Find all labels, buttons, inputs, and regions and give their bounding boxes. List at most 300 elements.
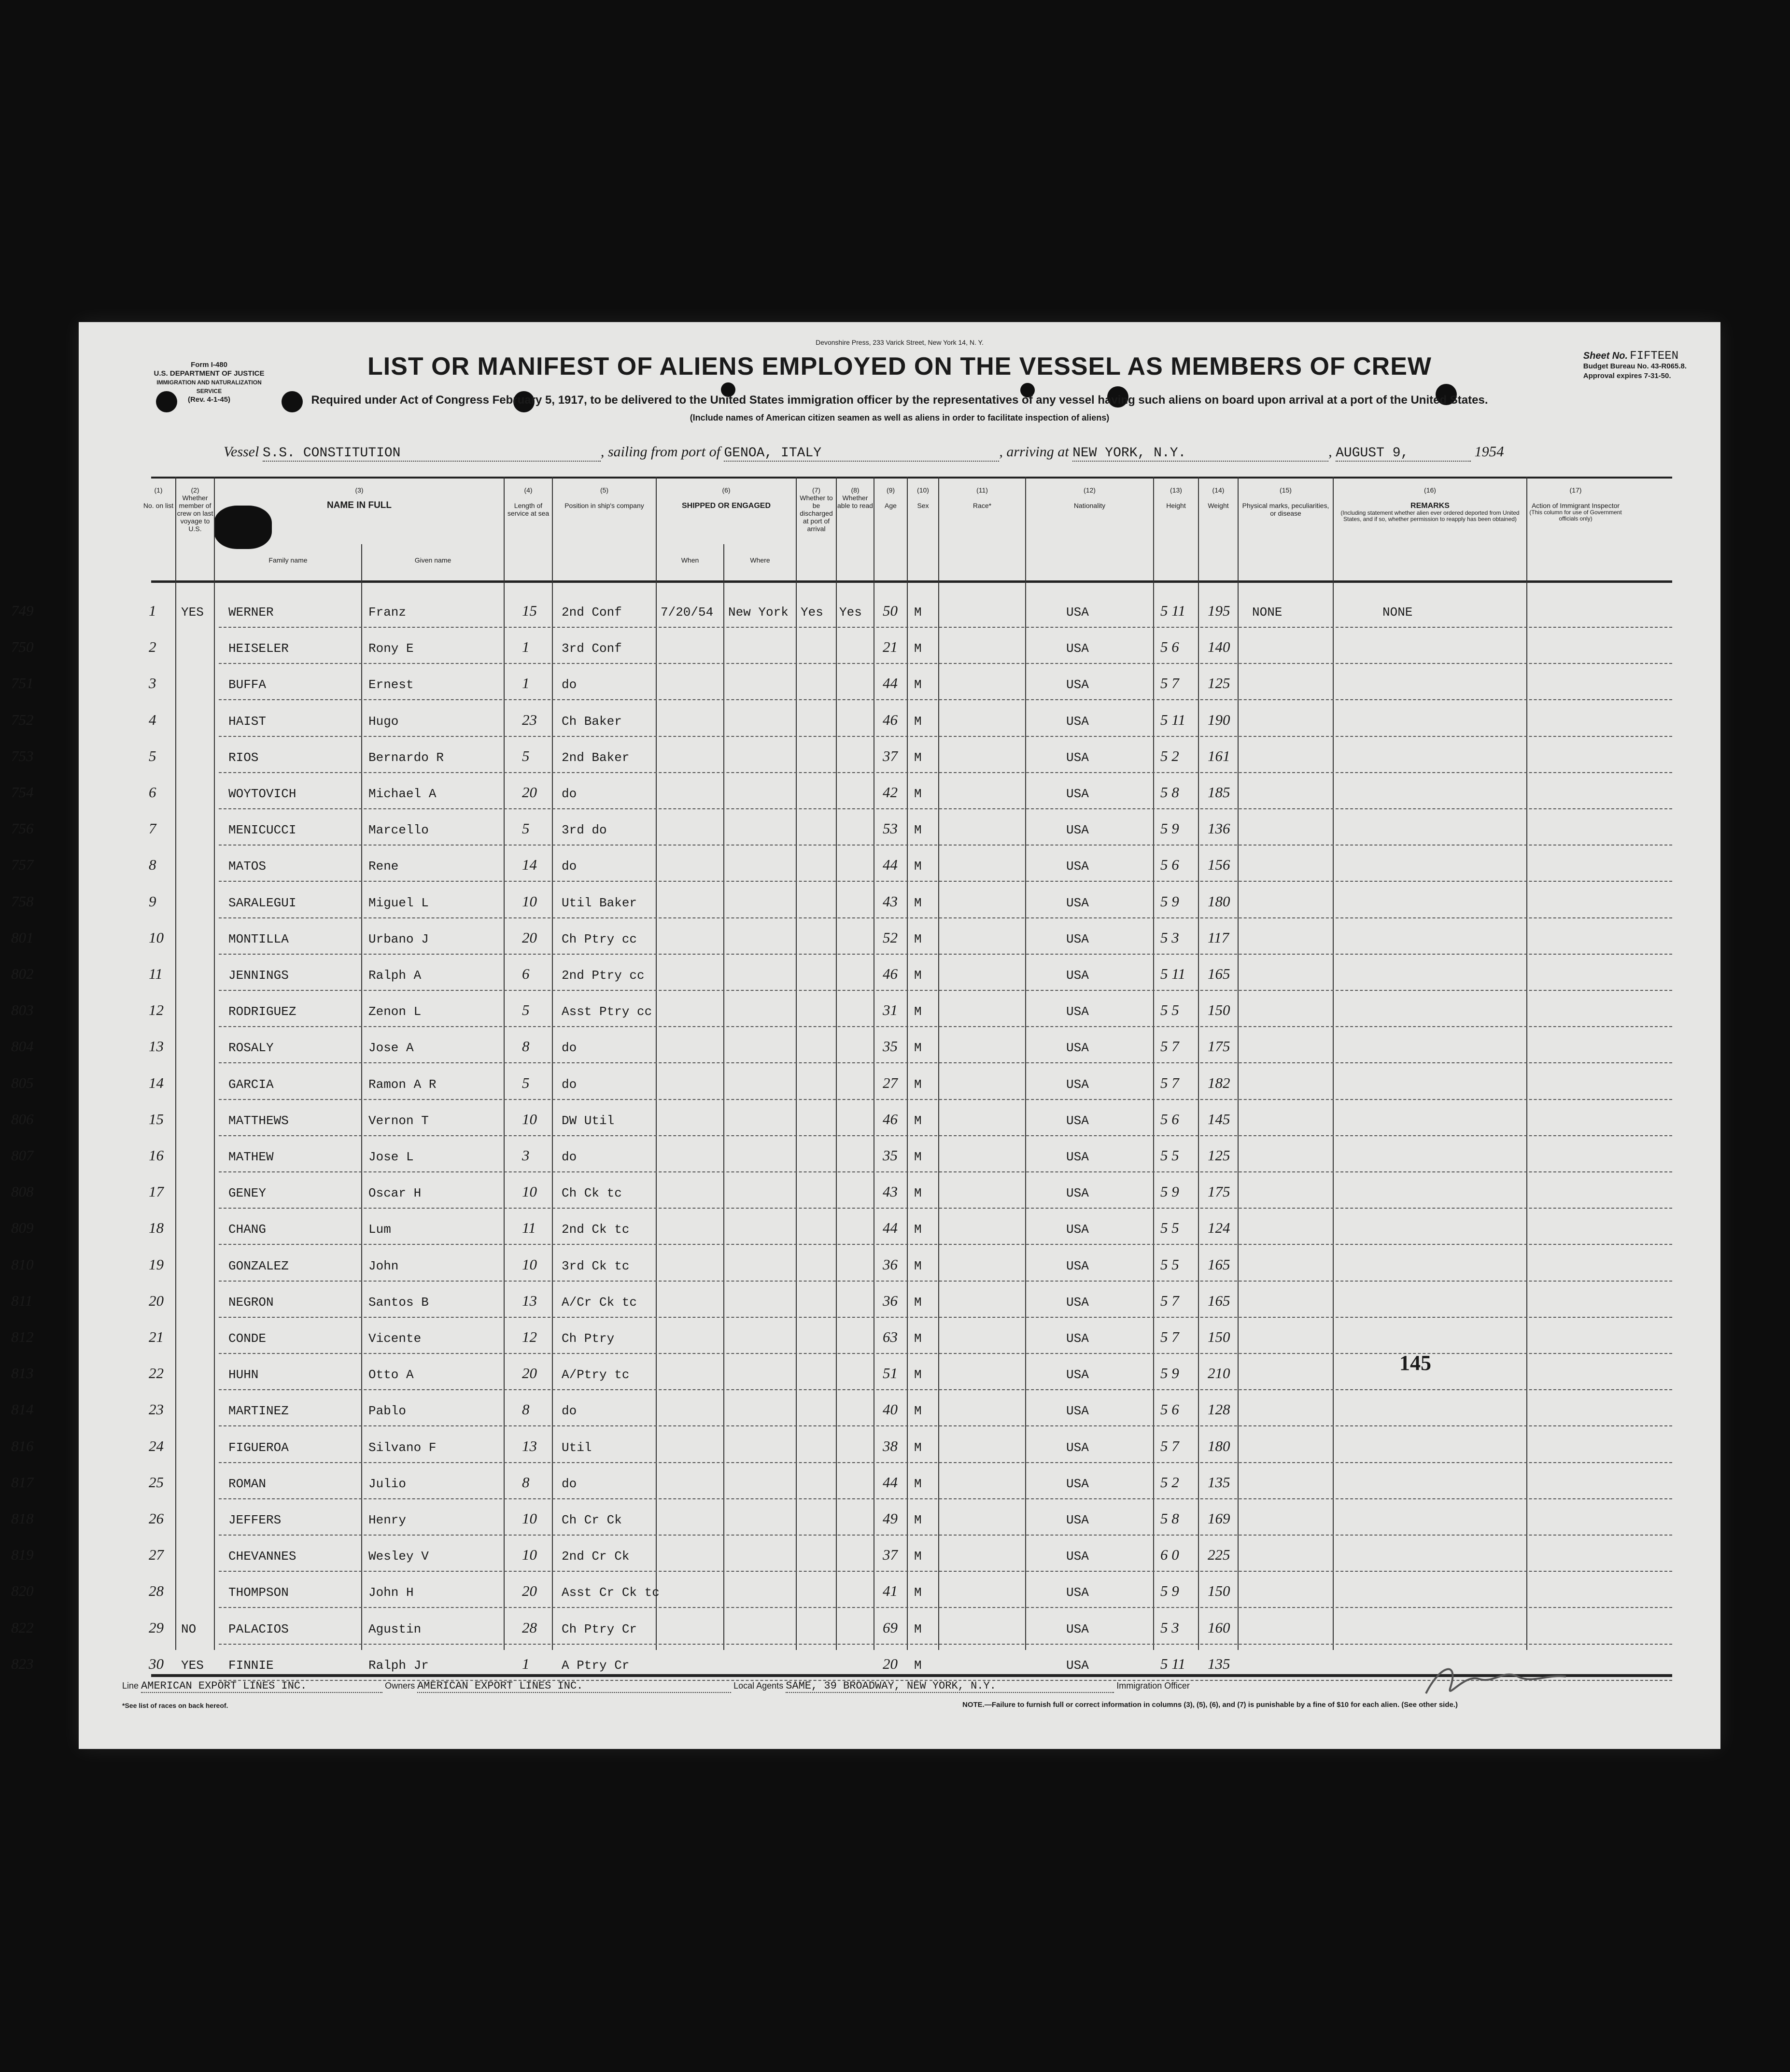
cell-no: 5: [149, 747, 156, 764]
cell-nat: USA: [1066, 677, 1089, 692]
table-row: [11, 1318, 1720, 1354]
date-value: AUGUST 9,: [1336, 446, 1471, 462]
cell-service: 10: [522, 1183, 537, 1200]
cell-nat: USA: [1066, 895, 1089, 910]
footer-line: [122, 1680, 1190, 1693]
cell-no: 13: [149, 1038, 164, 1055]
table-row: [11, 592, 1720, 628]
cell-sex: M: [914, 1258, 922, 1273]
cell-service: 15: [522, 602, 537, 619]
cell-position: DW Util: [562, 1113, 615, 1128]
cell-weight: 125: [1208, 1147, 1230, 1164]
cell-sex: M: [914, 1077, 922, 1092]
cell-family: SARALEGUI: [228, 895, 296, 910]
cell-height: 5 9: [1160, 1582, 1179, 1600]
cell-given: John: [368, 1258, 399, 1273]
cell-no: 30: [149, 1655, 164, 1672]
form-number: Form I-480: [191, 361, 227, 369]
cell-no: 4: [149, 711, 156, 728]
cell-sex: M: [914, 968, 922, 983]
cell-nat: USA: [1066, 1258, 1089, 1273]
cell-height: 5 11: [1160, 1655, 1185, 1672]
cell-weight: 136: [1208, 820, 1230, 837]
cell-ref: 817: [11, 1473, 34, 1491]
cell-height: 5 9: [1160, 820, 1179, 837]
cell-position: do: [562, 1476, 577, 1491]
cell-family: RODRIGUEZ: [228, 1004, 296, 1019]
line-value: AMERICAN EXPORT LINES INC.: [141, 1680, 382, 1693]
col-label: SHIPPED OR ENGAGED: [681, 502, 771, 510]
sheet-value: FIFTEEN: [1630, 350, 1679, 363]
cell-service: 8: [522, 1038, 530, 1055]
col-3-header: [215, 486, 504, 509]
col-14-header: [1199, 486, 1238, 509]
table-row: [11, 955, 1720, 991]
cell-given: John H: [368, 1585, 414, 1600]
cell-position: Asst Cr Ck tc: [562, 1585, 660, 1600]
col-6a-header: When: [681, 556, 699, 564]
cell-position: Asst Ptry cc: [562, 1004, 652, 1019]
cell-no: 15: [149, 1110, 164, 1128]
col-label: Sex: [917, 502, 929, 509]
cell-given: Ramon A R: [368, 1077, 437, 1092]
cell-no: 20: [149, 1292, 164, 1309]
col-8-header: [837, 486, 874, 509]
cell-height: 5 6: [1160, 1401, 1179, 1418]
col-num: (1): [154, 486, 163, 494]
cell-age: 50: [883, 602, 898, 619]
cell-weight: 195: [1208, 602, 1230, 619]
cell-position: 3rd Ck tc: [562, 1258, 630, 1273]
cell-no: 19: [149, 1255, 164, 1273]
cell-height: 5 11: [1160, 965, 1185, 982]
cell-family: BUFFA: [228, 677, 267, 692]
cell-weight: 165: [1208, 1292, 1230, 1309]
subtitle: Required under Act of Congress February 5, 1917, to be delivered to the United States immigration officer by the representatives of any vessel having such aliens on board upon arrival at a port of the United States.: [311, 394, 1488, 407]
cell-no: 11: [149, 965, 163, 982]
cell-age: 46: [883, 711, 898, 728]
col-num: (3): [355, 486, 364, 494]
table-row: [11, 1427, 1720, 1463]
printer-line: Devonshire Press, 233 Varick Street, New York 14, N. Y.: [816, 338, 984, 346]
table-row: [11, 1499, 1720, 1536]
table-row: [11, 809, 1720, 846]
cell-given: Michael A: [368, 787, 437, 801]
cell-weight: 128: [1208, 1401, 1230, 1418]
cell-service: 28: [522, 1619, 537, 1636]
cell-service: 5: [522, 1074, 530, 1091]
include-note: (Include names of American citizen seamen as well as aliens in order to facilitate inspection of aliens): [690, 413, 1110, 423]
col-4-header: [505, 486, 552, 517]
cell-height: 5 5: [1160, 1001, 1179, 1019]
cell-service: 8: [522, 1473, 530, 1491]
cell-height: 5 11: [1160, 711, 1185, 728]
cell-prev: YES: [181, 1658, 204, 1673]
cell-given: Vicente: [368, 1331, 422, 1346]
cell-no: 28: [149, 1582, 164, 1600]
cell-ref: 750: [11, 638, 34, 656]
cell-ref: 749: [11, 602, 34, 619]
cell-weight: 180: [1208, 1437, 1230, 1454]
cell-height: 5 5: [1160, 1219, 1179, 1237]
header-rule-bottom: [151, 580, 1672, 583]
col-2-header: [176, 486, 214, 533]
cell-nat: USA: [1066, 1585, 1089, 1600]
cell-service: 20: [522, 929, 537, 946]
cell-ref: 820: [11, 1582, 34, 1600]
agents-label: Local Agents: [733, 1681, 784, 1691]
col-num: (13): [1170, 486, 1182, 494]
cell-sex: M: [914, 1113, 922, 1128]
cell-family: GONZALEZ: [228, 1258, 289, 1273]
cell-service: 5: [522, 747, 530, 764]
cell-ref: 809: [11, 1219, 34, 1237]
cell-sex: M: [914, 1621, 922, 1636]
cell-service: 13: [522, 1292, 537, 1309]
cell-nat: USA: [1066, 1476, 1089, 1491]
cell-family: GARCIA: [228, 1077, 274, 1092]
cell-weight: 165: [1208, 965, 1230, 982]
cell-service: 20: [522, 1582, 537, 1600]
col-label: Weight: [1208, 502, 1229, 509]
races-note: *See list of races on back hereof.: [122, 1702, 228, 1709]
table-row: [11, 628, 1720, 664]
cell-no: 7: [149, 820, 156, 837]
cell-age: 53: [883, 820, 898, 837]
cell-sex: M: [914, 641, 922, 656]
cell-family: MONTILLA: [228, 931, 289, 946]
cell-remarks: NONE: [1382, 605, 1413, 620]
penalty-note: NOTE.—Failure to furnish full or correct information in columns (3), (5), (6), and (7) is punishable by a fine of $10 for each alien. (See other side.): [962, 1701, 1458, 1709]
cell-weight: 225: [1208, 1546, 1230, 1564]
cell-position: Ch Ptry cc: [562, 931, 637, 946]
col-6b-header: Where: [750, 556, 770, 564]
cell-sex: M: [914, 1004, 922, 1019]
cell-sex: M: [914, 1440, 922, 1455]
col-label: Physical marks, peculiarities, or disease: [1242, 502, 1329, 517]
cell-weight: 175: [1208, 1038, 1230, 1055]
cell-given: Miguel L: [368, 895, 429, 910]
cell-family: FINNIE: [228, 1658, 274, 1673]
table-row: [11, 1172, 1720, 1209]
col-17-header: [1527, 486, 1624, 522]
budget-number: Budget Bureau No. 43-R065.8.: [1583, 362, 1687, 370]
cell-service: 10: [522, 892, 537, 910]
cell-sex: M: [914, 1041, 922, 1056]
cell-position: do: [562, 859, 577, 874]
cell-age: 43: [883, 892, 898, 910]
cell-height: 5 9: [1160, 892, 1179, 910]
cell-weight: 135: [1208, 1473, 1230, 1491]
cell-height: 5 7: [1160, 675, 1179, 692]
vessel-value: S.S. CONSTITUTION: [263, 446, 601, 462]
col-3a-header: Family name: [268, 556, 308, 564]
cell-position: A/Cr Ck tc: [562, 1295, 637, 1310]
table-row: [11, 1572, 1720, 1608]
officer-label: Immigration Officer: [1116, 1681, 1190, 1691]
cell-age: 43: [883, 1183, 898, 1200]
col-6-header: [657, 486, 796, 510]
cell-sex: M: [914, 1585, 922, 1600]
cell-no: 26: [149, 1510, 164, 1527]
cell-family: JENNINGS: [228, 968, 289, 983]
cell-given: Otto A: [368, 1367, 414, 1382]
owners-label: Owners: [385, 1681, 415, 1691]
cell-weight: 145: [1208, 1110, 1230, 1128]
cell-ref: 818: [11, 1510, 34, 1527]
table-row: [11, 1608, 1720, 1645]
cell-service: 13: [522, 1437, 537, 1454]
table-row: [11, 1100, 1720, 1136]
vessel-label: Vessel: [224, 444, 259, 460]
cell-position: 3rd do: [562, 823, 607, 838]
ink-blot: [214, 506, 272, 549]
cell-family: MENICUCCI: [228, 823, 296, 838]
col-13-header: [1154, 486, 1198, 509]
cell-sex: M: [914, 1549, 922, 1564]
table-row: [11, 846, 1720, 882]
cell-position: 2nd Conf: [562, 605, 622, 620]
cell-read: Yes: [839, 605, 862, 620]
cell-position: Ch Ptry Cr: [562, 1621, 637, 1636]
cell-service: 10: [522, 1255, 537, 1273]
cell-weight: 125: [1208, 675, 1230, 692]
col-11-header: [939, 486, 1025, 509]
cell-family: ROMAN: [228, 1476, 267, 1491]
cell-given: Urbano J: [368, 931, 429, 946]
cell-ref: 753: [11, 747, 34, 764]
table-row: [11, 918, 1720, 955]
department: U.S. DEPARTMENT OF JUSTICE: [154, 369, 265, 378]
cell-age: 31: [883, 1001, 898, 1019]
cell-position: do: [562, 1041, 577, 1056]
cell-weight: 175: [1208, 1183, 1230, 1200]
cell-height: 5 3: [1160, 929, 1179, 946]
cell-sex: M: [914, 931, 922, 946]
cell-age: 63: [883, 1328, 898, 1345]
cell-family: GENEY: [228, 1186, 267, 1201]
cell-marks: NONE: [1252, 605, 1283, 620]
table-row: [11, 1245, 1720, 1282]
table-row: [11, 1536, 1720, 1572]
cell-service: 3: [522, 1147, 530, 1164]
sailing-label: , sailing from port of: [600, 444, 720, 460]
cell-no: 16: [149, 1147, 164, 1164]
cell-age: 44: [883, 1473, 898, 1491]
cell-family: NEGRON: [228, 1295, 274, 1310]
cell-height: 5 2: [1160, 1473, 1179, 1491]
col-num: (2): [191, 486, 199, 494]
table-row: [11, 1136, 1720, 1172]
cell-weight: 210: [1208, 1365, 1230, 1382]
cell-position: Util: [562, 1440, 592, 1455]
officer-signature: [1421, 1655, 1590, 1708]
cell-position: A/Ptry tc: [562, 1367, 630, 1382]
cell-given: Julio: [368, 1476, 407, 1491]
line-label: Line: [122, 1681, 139, 1691]
cell-weight: 161: [1208, 747, 1230, 764]
cell-position: Ch Cr Ck: [562, 1513, 622, 1527]
col-num: (14): [1212, 486, 1225, 494]
cell-no: 27: [149, 1546, 164, 1564]
cell-weight: 169: [1208, 1510, 1230, 1527]
col-label: Length of service at sea: [507, 502, 550, 517]
col-1-header: [141, 486, 175, 509]
cell-family: MATHEW: [228, 1150, 274, 1164]
cell-service: 20: [522, 784, 537, 801]
cell-ref: 803: [11, 1001, 34, 1019]
cell-position: 2nd Cr Ck: [562, 1549, 630, 1564]
cell-service: 10: [522, 1510, 537, 1527]
cell-ref: 808: [11, 1183, 34, 1200]
col-label: Whether to be discharged at port of arrival: [800, 494, 833, 533]
col-sublabel: (This column for use of Government officials only): [1529, 509, 1622, 522]
cell-service: 23: [522, 711, 537, 728]
arriving-value: NEW YORK, N.Y.: [1072, 446, 1328, 462]
cell-height: 5 9: [1160, 1183, 1179, 1200]
cell-given: Pablo: [368, 1404, 407, 1419]
cell-height: 5 6: [1160, 1110, 1179, 1128]
cell-given: Lum: [368, 1222, 391, 1237]
cell-age: 38: [883, 1437, 898, 1454]
cell-nat: USA: [1066, 641, 1089, 656]
cell-where: New York: [728, 605, 789, 620]
cell-prev: NO: [181, 1621, 197, 1636]
cell-age: 27: [883, 1074, 898, 1091]
col-num: (16): [1424, 486, 1436, 494]
cell-weight: 150: [1208, 1001, 1230, 1019]
col-label: Whether able to read: [837, 494, 873, 509]
col-num: (10): [917, 486, 929, 494]
cell-weight: 160: [1208, 1619, 1230, 1636]
cell-nat: USA: [1066, 1513, 1089, 1527]
table-row: [11, 737, 1720, 773]
cell-nat: USA: [1066, 787, 1089, 801]
cell-ref: 752: [11, 711, 34, 728]
cell-position: Ch Ck tc: [562, 1186, 622, 1201]
cell-ref: 814: [11, 1401, 34, 1418]
cell-position: Ch Baker: [562, 714, 622, 729]
cell-family: PALACIOS: [228, 1621, 289, 1636]
cell-nat: USA: [1066, 1004, 1089, 1019]
table-row: [11, 664, 1720, 700]
cell-given: Vernon T: [368, 1113, 429, 1128]
cell-service: 20: [522, 1365, 537, 1382]
cell-nat: USA: [1066, 968, 1089, 983]
cell-nat: USA: [1066, 1222, 1089, 1237]
cell-height: 5 6: [1160, 638, 1179, 656]
cell-given: Jose A: [368, 1041, 414, 1056]
table-row: [11, 1209, 1720, 1245]
year-value: 54: [1489, 443, 1504, 460]
cell-position: do: [562, 677, 577, 692]
agents-value: SAME, 39 BROADWAY, NEW YORK, N.Y.: [786, 1680, 1114, 1693]
col-5-header: [553, 486, 656, 509]
cell-position: A Ptry Cr: [562, 1658, 630, 1673]
cell-ref: 807: [11, 1147, 34, 1164]
cell-given: Zenon L: [368, 1004, 422, 1019]
cell-weight: 180: [1208, 892, 1230, 910]
cell-no: 22: [149, 1365, 164, 1382]
cell-sex: M: [914, 1222, 922, 1237]
cell-service: 10: [522, 1110, 537, 1128]
col-label: Whether member of crew on last voyage to U.S.: [177, 494, 213, 533]
cell-family: CHEVANNES: [228, 1549, 296, 1564]
col-num: (4): [524, 486, 533, 494]
cell-no: 25: [149, 1473, 164, 1491]
cell-weight: 190: [1208, 711, 1230, 728]
cell-age: 36: [883, 1292, 898, 1309]
cell-nat: USA: [1066, 1295, 1089, 1310]
col-num: (9): [886, 486, 895, 494]
table-row: [11, 1390, 1720, 1426]
cell-service: 1: [522, 638, 530, 656]
cell-weight: 182: [1208, 1074, 1230, 1091]
cell-sex: M: [914, 1367, 922, 1382]
cell-position: Util Baker: [562, 895, 637, 910]
cell-nat: USA: [1066, 605, 1089, 620]
cell-family: WOYTOVICH: [228, 787, 296, 801]
cell-height: 5 7: [1160, 1437, 1179, 1454]
page-title: LIST OR MANIFEST OF ALIENS EMPLOYED ON THE VESSEL AS MEMBERS OF CREW: [367, 352, 1432, 381]
cell-nat: USA: [1066, 714, 1089, 729]
cell-height: 5 6: [1160, 856, 1179, 874]
cell-nat: USA: [1066, 1367, 1089, 1382]
cell-weight: 185: [1208, 784, 1230, 801]
cell-given: Agustin: [368, 1621, 422, 1636]
col-num: (17): [1569, 486, 1582, 494]
cell-sex: M: [914, 1513, 922, 1527]
cell-sex: M: [914, 677, 922, 692]
cell-no: 18: [149, 1219, 164, 1237]
cell-family: HUHN: [228, 1367, 259, 1382]
cell-height: 5 11: [1160, 602, 1185, 619]
cell-given: Hugo: [368, 714, 399, 729]
cell-position: do: [562, 787, 577, 801]
cell-age: 21: [883, 638, 898, 656]
cell-position: 2nd Ck tc: [562, 1222, 630, 1237]
cell-family: RIOS: [228, 750, 259, 765]
cell-position: 3rd Conf: [562, 641, 622, 656]
table-row: [11, 882, 1720, 918]
cell-no: 14: [149, 1074, 164, 1091]
arriving-label: , arriving at: [999, 444, 1069, 460]
table-row: [11, 1064, 1720, 1100]
cell-sex: M: [914, 1476, 922, 1491]
cell-ref: 801: [11, 929, 34, 946]
col-label: Race*: [973, 502, 992, 509]
col-label: REMARKS: [1410, 502, 1450, 510]
cell-family: WERNER: [228, 605, 274, 620]
cell-ref: 822: [11, 1619, 34, 1636]
table-row: [11, 1463, 1720, 1499]
cell-age: 44: [883, 856, 898, 874]
cell-sex: M: [914, 1331, 922, 1346]
cell-weight: 156: [1208, 856, 1230, 874]
cell-service: 11: [522, 1219, 536, 1237]
cell-no: 21: [149, 1328, 164, 1345]
cell-sex: M: [914, 1150, 922, 1164]
cell-family: FIGUEROA: [228, 1440, 289, 1455]
cell-ref: 751: [11, 675, 34, 692]
cell-family: CHANG: [228, 1222, 267, 1237]
cell-given: Ernest: [368, 677, 414, 692]
cell-nat: USA: [1066, 1404, 1089, 1419]
col-3b-header: Given name: [414, 556, 451, 564]
cell-age: 42: [883, 784, 898, 801]
cell-family: THOMPSON: [228, 1585, 289, 1600]
cell-nat: USA: [1066, 1621, 1089, 1636]
